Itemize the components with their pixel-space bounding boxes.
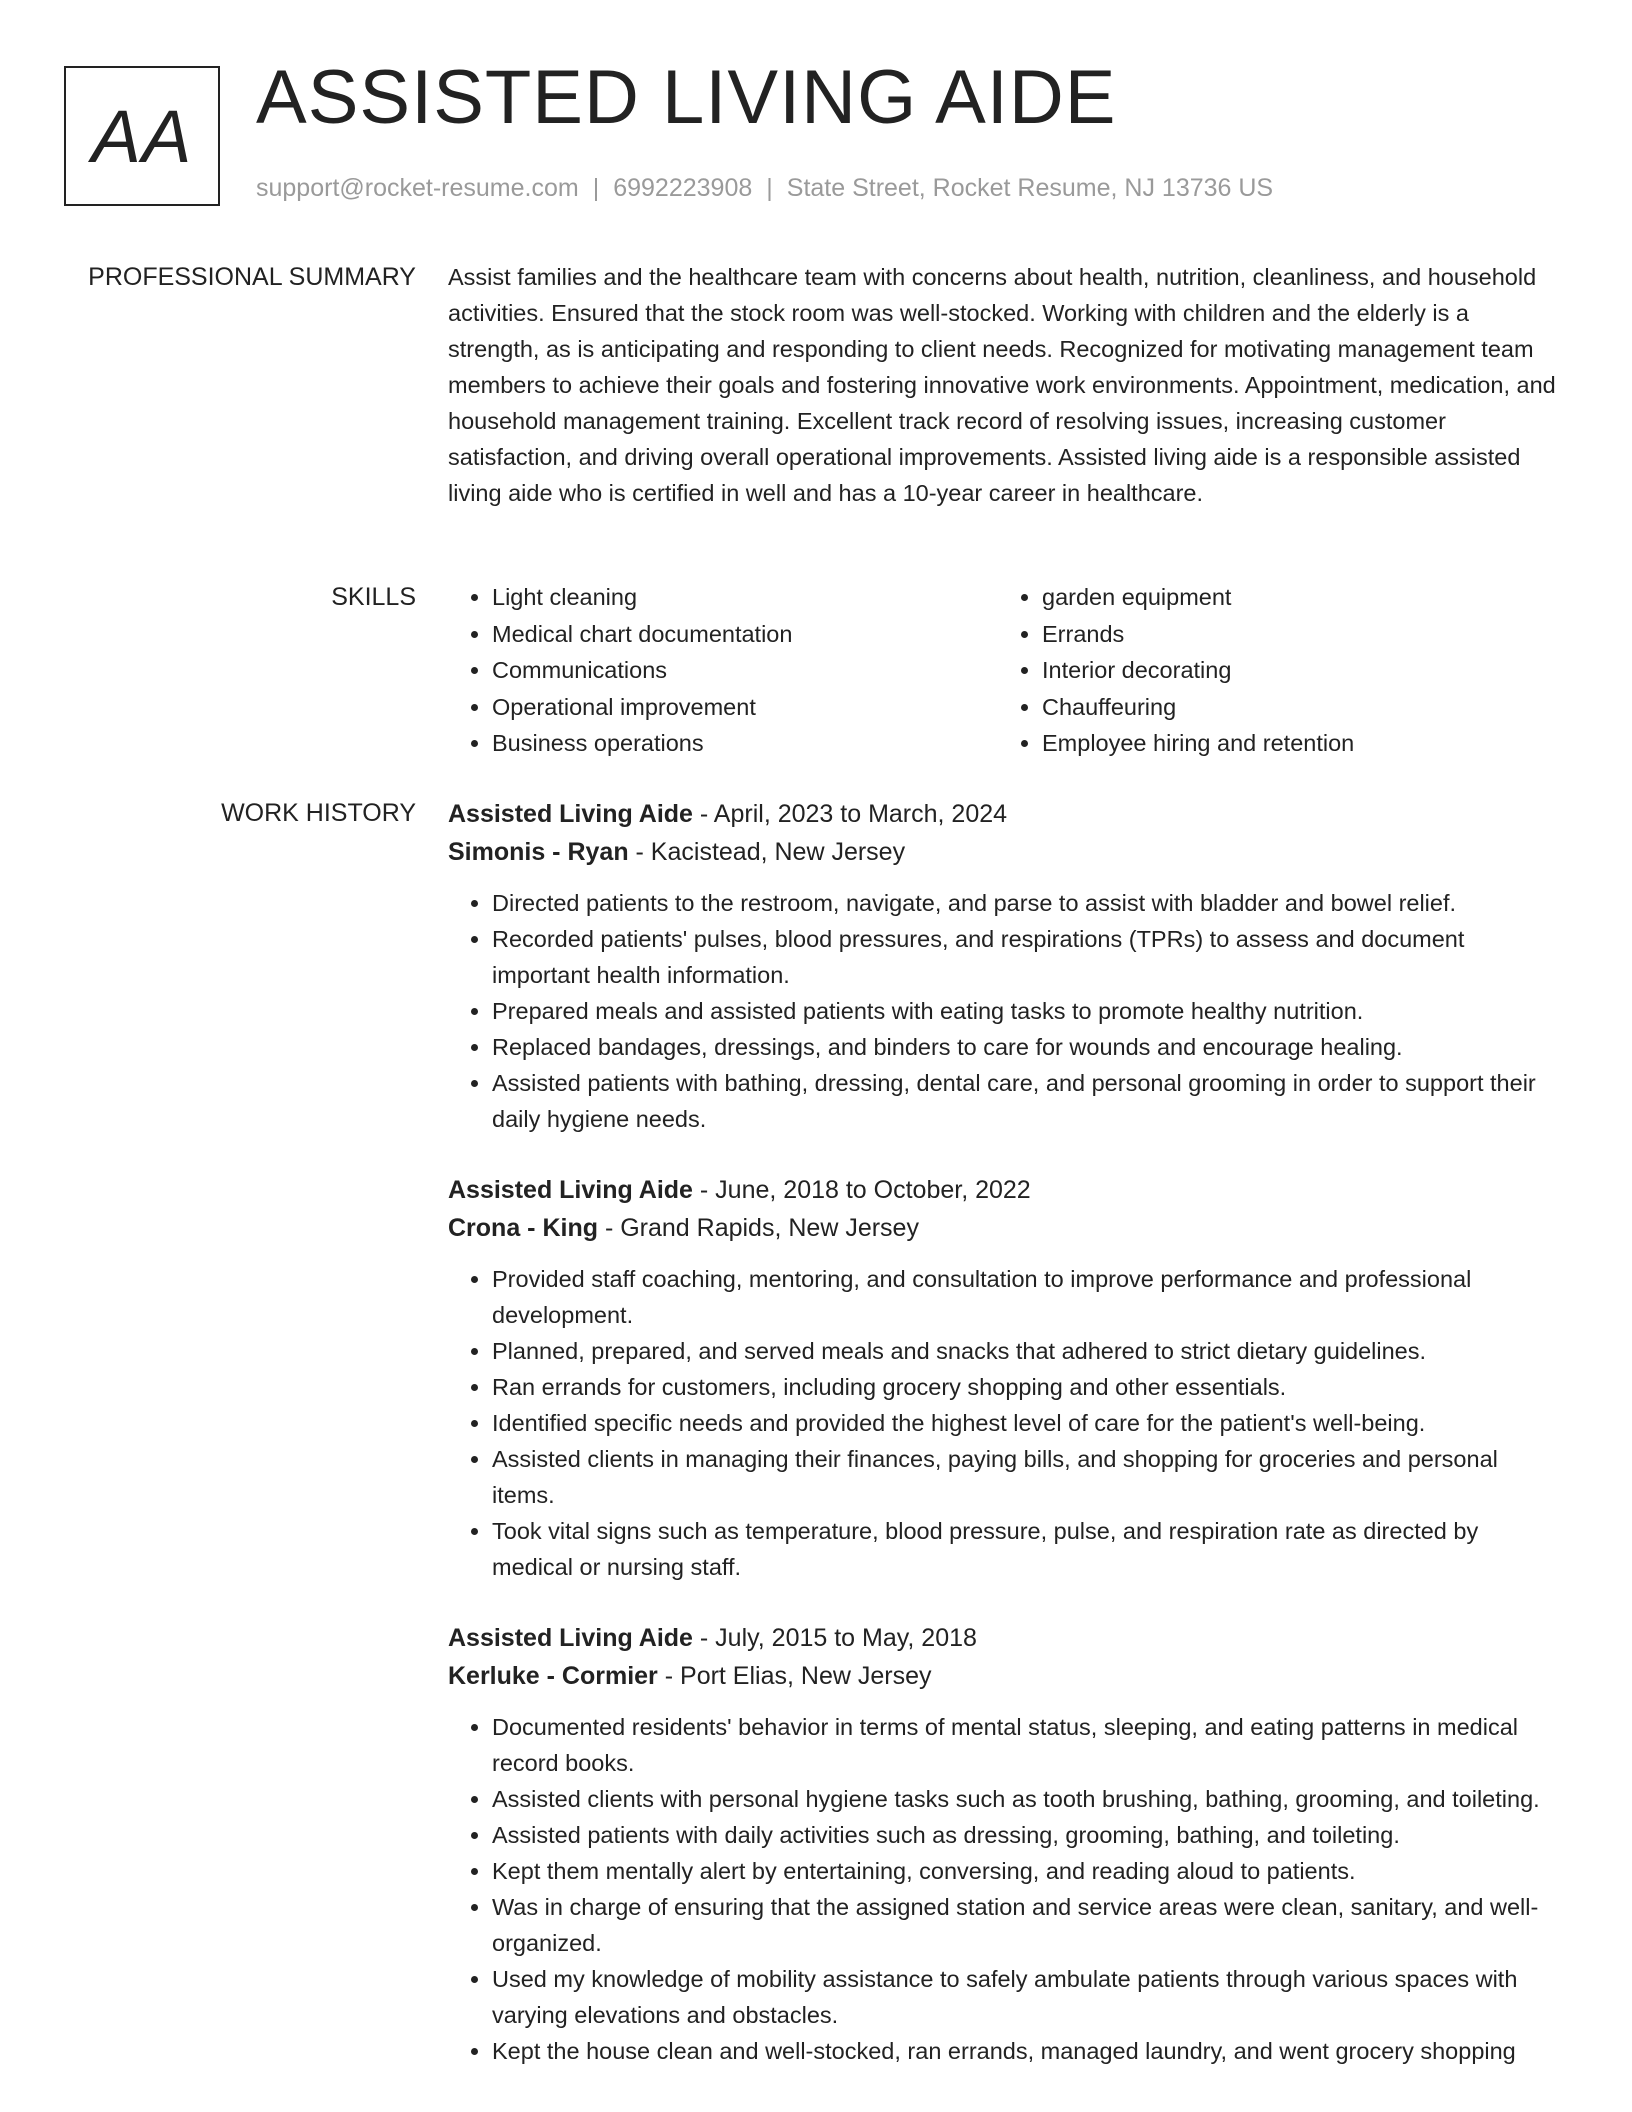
skill-item: • Light cleaning <box>492 579 998 616</box>
job-company-line <box>448 1657 1564 1695</box>
skills-column-left <box>448 579 998 762</box>
skill-item: • Interior decorating <box>1042 652 1548 689</box>
job-title: Assisted Living Aide <box>448 800 693 828</box>
job-bullets <box>448 1261 1564 1585</box>
job-title: Assisted Living Aide <box>448 1176 693 1204</box>
summary-label: PROFESSIONAL SUMMARY <box>88 263 416 291</box>
job-location: - Port Elias, New Jersey <box>657 1662 932 1690</box>
job-bullet: • Assisted clients with personal hygiene tasks such as tooth brushing, bathing, grooming, and toileting. <box>492 1781 1564 1817</box>
job-bullet: • Replaced bandages, dressings, and binders to care for wounds and encourage healing. <box>492 1029 1564 1065</box>
job-bullet: • Used my knowledge of mobility assistance to safely ambulate patients through various spaces with varying elevations and obstacles. <box>492 1961 1564 2033</box>
job-dates: - June, 2018 to October, 2022 <box>692 1176 1031 1204</box>
job-company-line <box>448 833 1564 871</box>
job-title: Assisted Living Aide <box>448 1624 693 1652</box>
skill-item: • Business operations <box>492 725 998 762</box>
work-history-label: WORK HISTORY <box>221 799 416 827</box>
job-bullet: • Ran errands for customers, including grocery shopping and other essentials. <box>492 1369 1564 1405</box>
monogram-badge <box>64 66 220 206</box>
job-bullet: • Kept the house clean and well-stocked, ran errands, managed laundry, and went grocery shopping <box>492 2033 1564 2069</box>
contact-phone: 6992223908 <box>613 174 753 202</box>
skill-item: • Medical chart documentation <box>492 616 998 653</box>
job-bullet: • Was in charge of ensuring that the assigned station and service areas were clean, sanitary, and well-organized. <box>492 1889 1564 1961</box>
job-entry <box>448 1171 1564 1585</box>
job-bullet: • Took vital signs such as temperature, blood pressure, pulse, and respiration rate as directed by medical or nursing staff. <box>492 1513 1564 1585</box>
job-location: - Kacistead, New Jersey <box>628 838 906 866</box>
job-bullet: • Recorded patients' pulses, blood pressures, and respirations (TPRs) to assess and document important health information. <box>492 921 1564 993</box>
job-company: Crona - King <box>448 1214 598 1242</box>
job-location: - Grand Rapids, New Jersey <box>598 1214 919 1242</box>
contact-line <box>256 174 1273 203</box>
skills-column-right <box>998 579 1548 762</box>
job-entry <box>448 795 1564 1137</box>
contact-separator: | <box>592 174 600 202</box>
skill-item: • garden equipment <box>1042 579 1548 616</box>
job-bullet: • Directed patients to the restroom, navigate, and parse to assist with bladder and bowel relief. <box>492 885 1564 921</box>
job-bullets <box>448 885 1564 1137</box>
job-bullets <box>448 1709 1564 2069</box>
job-bullet: • Prepared meals and assisted patients with eating tasks to promote healthy nutrition. <box>492 993 1564 1029</box>
summary-text: Assist families and the healthcare team with concerns about health, nutrition, cleanliness, and household activities. Ensured that the stock room was well-stocked. Working with children and the elderly is a strength, as is anticipating and responding to client needs. Recognized for motivating management team members to achieve their goals and fostering innovative work environments. Appointment, medication, and household management training. Excellent track record of resolving issues, increasing customer satisfaction, and driving overall operational improvements. Assisted living aide is a responsible assisted living aide who is certified in well and has a 10-year career in healthcare. <box>448 264 1556 506</box>
skill-item: • Chauffeuring <box>1042 689 1548 726</box>
job-entry <box>448 1619 1564 2069</box>
job-company: Kerluke - Cormier <box>448 1662 658 1690</box>
skill-item: • Errands <box>1042 616 1548 653</box>
job-dates: - April, 2023 to March, 2024 <box>692 800 1008 828</box>
candidate-name: ASSISTED LIVING AIDE <box>256 55 1117 140</box>
job-bullet: • Assisted clients in managing their finances, paying bills, and shopping for groceries and personal items. <box>492 1441 1564 1513</box>
contact-separator: | <box>766 174 773 202</box>
job-title-line <box>448 1171 1564 1209</box>
job-bullet: • Planned, prepared, and served meals and snacks that adhered to strict dietary guidelines. <box>492 1333 1564 1369</box>
job-bullet: • Assisted patients with bathing, dressing, dental care, and personal grooming in order to support their daily hygiene needs. <box>492 1065 1564 1137</box>
skill-item: • Operational improvement <box>492 689 998 726</box>
job-bullet: • Provided staff coaching, mentoring, and consultation to improve performance and professional development. <box>492 1261 1564 1333</box>
work-history-body <box>448 795 1564 2103</box>
skill-item: • Communications <box>492 652 998 689</box>
job-company-line <box>448 1209 1564 1247</box>
job-bullet: • Identified specific needs and provided the highest level of care for the patient's well-being. <box>492 1405 1564 1441</box>
skills-grid <box>448 579 1564 762</box>
skills-body <box>448 579 1564 762</box>
contact-email: support@rocket-resume.com <box>256 174 579 202</box>
job-bullet: • Kept them mentally alert by entertaining, conversing, and reading aloud to patients. <box>492 1853 1564 1889</box>
job-bullet: • Documented residents' behavior in terms of mental status, sleeping, and eating patterns in medical record books. <box>492 1709 1564 1781</box>
job-dates: - July, 2015 to May, 2018 <box>692 1624 977 1652</box>
contact-address: State Street, Rocket Resume, NJ 13736 US <box>786 174 1274 202</box>
job-title-line <box>448 1619 1564 1657</box>
skills-label: SKILLS <box>331 583 416 611</box>
skill-item: • Employee hiring and retention <box>1042 725 1548 762</box>
monogram-text: AA <box>91 94 193 178</box>
job-bullet: • Assisted patients with daily activities such as dressing, grooming, bathing, and toileting. <box>492 1817 1564 1853</box>
job-title-line <box>448 795 1564 833</box>
summary-body <box>448 259 1564 511</box>
job-company: Simonis - Ryan <box>448 838 629 866</box>
